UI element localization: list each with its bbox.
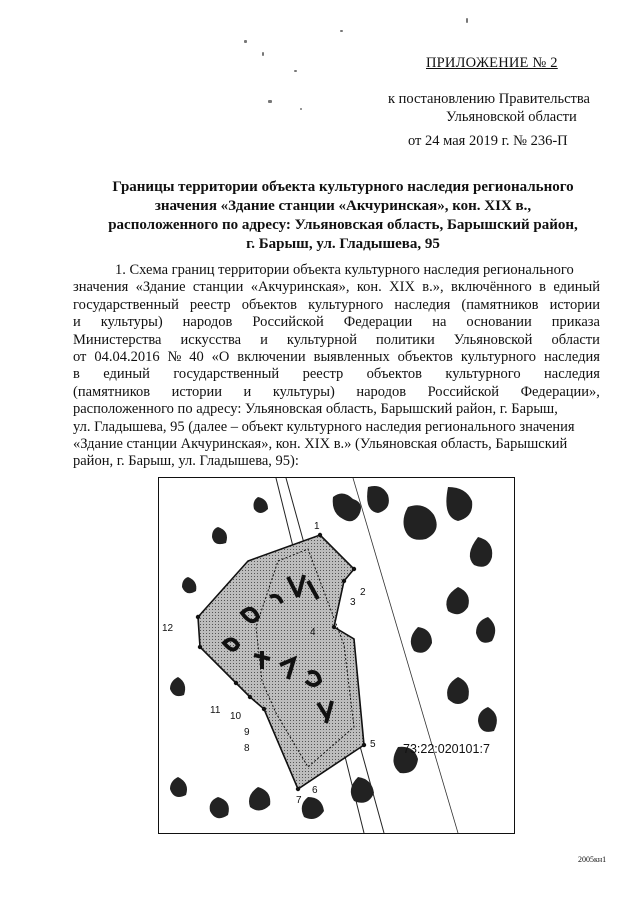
scan-speck: [268, 100, 272, 103]
point-label: 8: [244, 743, 250, 754]
point-label: 12: [162, 623, 174, 634]
footer-code: 2005кн1: [578, 855, 607, 864]
point-label: 6: [312, 785, 318, 796]
paragraph-line: 1. Схема границ территории объекта культурного наследия регионального: [115, 262, 574, 278]
paragraph-line: и культуры) народов Российской Федерации на основании приказа: [73, 314, 600, 331]
point-label: 9: [244, 727, 250, 738]
point-label: 11: [210, 705, 221, 716]
paragraph-line: ул. Гладышева, 95 (далее – объект культурного наследия регионального значения: [73, 418, 575, 435]
scan-speck: [244, 40, 247, 43]
paragraph-line: от 04.04.2016 № 40 «О включении выявленных объектов культурного наследия: [73, 349, 600, 366]
map-graphic: [158, 477, 515, 834]
point-label: 7: [296, 795, 302, 806]
paragraph-line: «Здание станции Акчуринская», кон. XIX в.» (Ульяновская область, Барышский: [73, 436, 568, 453]
title-line: Границы территории объекта культурного наследия регионального: [112, 179, 574, 195]
scan-speck: [300, 108, 302, 110]
paragraph-line: государственный реестр объектов культурного наследия (памятников истории: [73, 296, 600, 313]
title-line: значения «Здание станции «Акчуринская», кон. XIX в.,: [154, 198, 532, 214]
point-label: 3: [350, 597, 356, 608]
paragraph-line: в единый государственный реестр объектов культурного наследия: [73, 366, 600, 383]
title-line: расположенного по адресу: Ульяновская область, Барышский район,: [108, 217, 578, 233]
decree-reference-line-1: к постановлению Правительства: [388, 91, 590, 107]
document-title: [98, 178, 588, 254]
decree-date-number: от 24 мая 2019 г. № 236-П: [408, 133, 568, 149]
scan-speck: [294, 70, 297, 72]
point-label: 10: [230, 711, 242, 722]
body-paragraph: [73, 262, 600, 471]
point-label: 1: [314, 521, 320, 532]
point-label: 5: [370, 739, 376, 750]
paragraph-line: расположенного по адресу: Ульяновская область, Барышский район, г. Барыш,: [73, 401, 558, 418]
scan-speck: [262, 52, 264, 56]
title-line: г. Барыш, ул. Гладышева, 95: [246, 236, 440, 252]
paragraph-line: (памятников истории и культуры) народов Российской Федерации»,: [73, 383, 600, 400]
boundary-scheme-map: [158, 477, 515, 834]
paragraph-line: Министерства искусства и культурной политики Ульяновской области: [73, 331, 600, 348]
scan-speck: [466, 18, 468, 23]
cadastral-number: 73:22:020101:7: [403, 742, 490, 756]
paragraph-line: район, г. Барыш, ул. Гладышева, 95):: [73, 453, 299, 470]
decree-reference-line-2: Ульяновской области: [446, 109, 577, 125]
point-label: 4: [310, 627, 316, 638]
scan-speck: [340, 30, 343, 32]
appendix-heading: ПРИЛОЖЕНИЕ № 2: [426, 55, 558, 71]
paragraph-line: значения «Здание станции «Акчуринская», кон. XIX в.», включённого в единый: [73, 279, 600, 296]
point-label: 2: [360, 587, 366, 598]
